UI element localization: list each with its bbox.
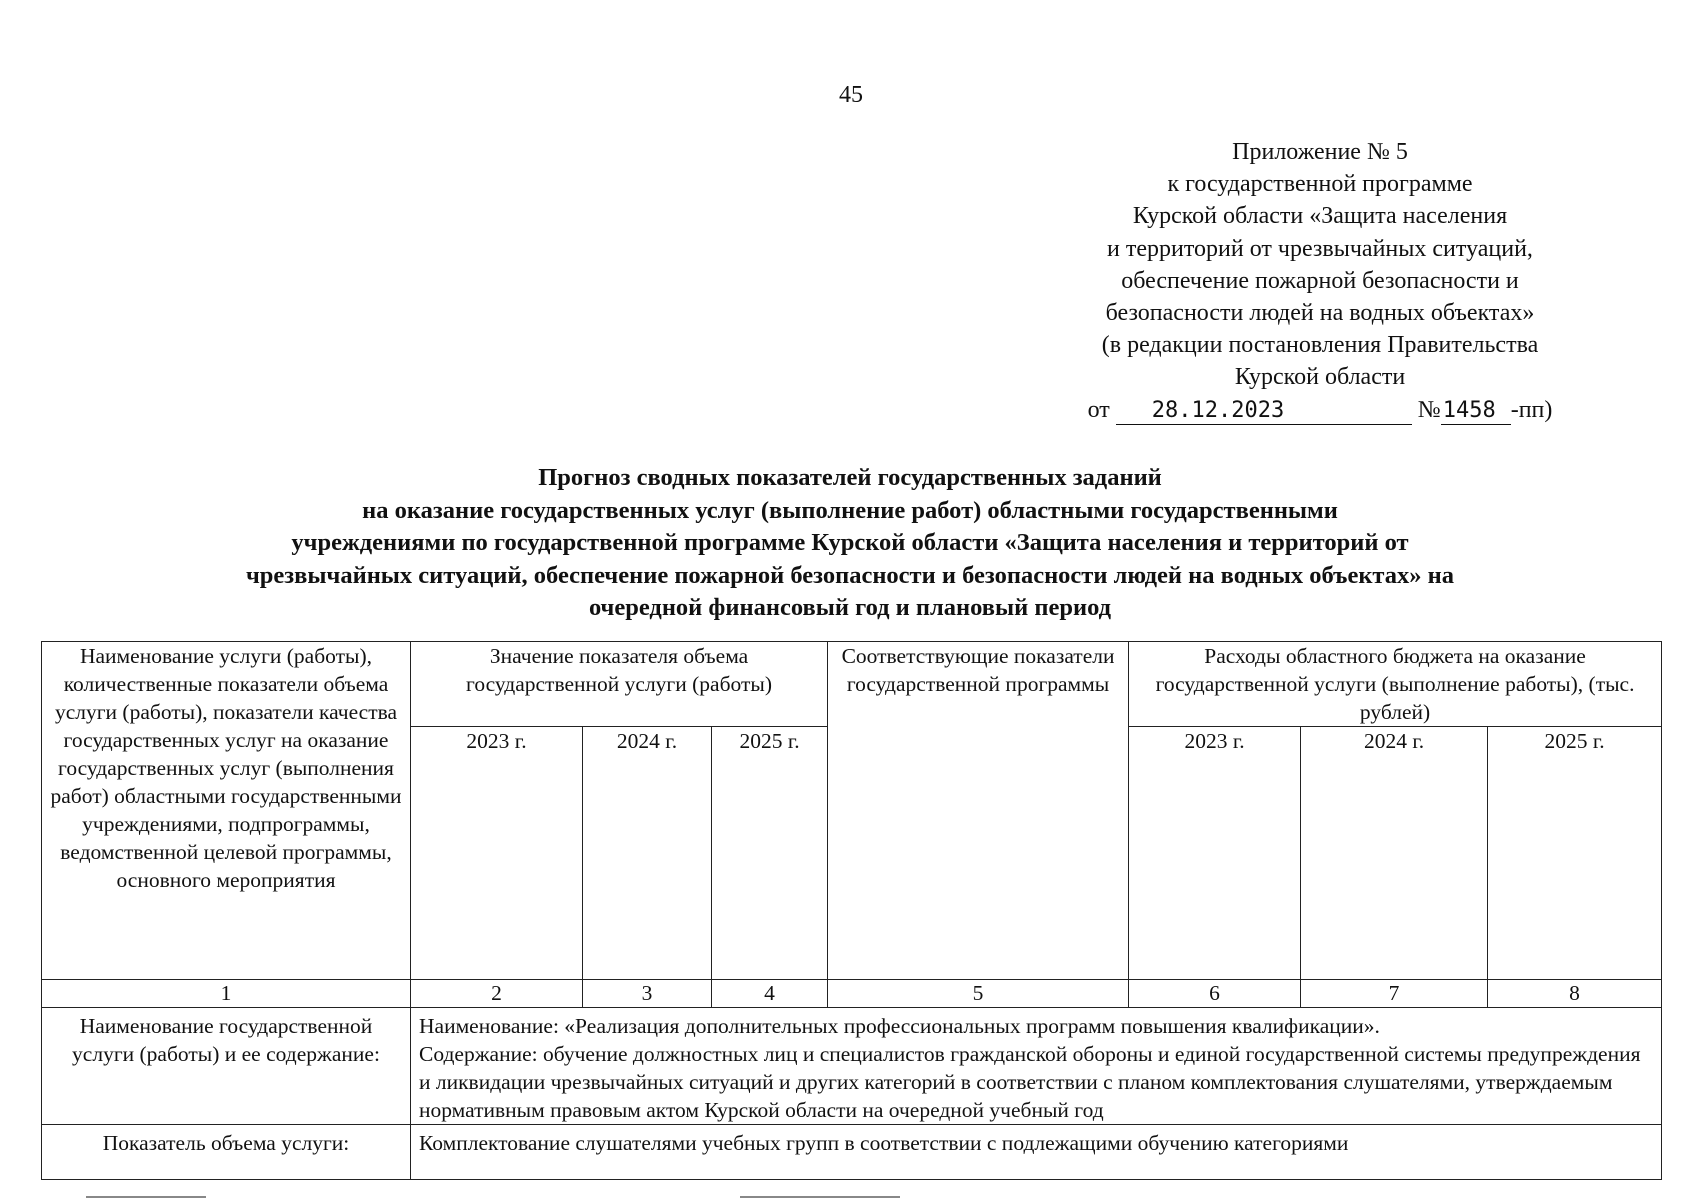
header-year-expense-2023: 2023 г. <box>1129 727 1301 980</box>
column-number: 3 <box>583 980 712 1008</box>
row-content <box>411 1125 1662 1180</box>
document-title <box>90 462 1610 625</box>
column-number-row <box>42 980 1662 1008</box>
order-number: 1458 <box>1441 398 1511 425</box>
order-suffix: -пп) <box>1510 396 1553 423</box>
column-number: 2 <box>411 980 583 1008</box>
column-number: 7 <box>1301 980 1488 1008</box>
header-year-expense-2024: 2024 г. <box>1301 727 1488 980</box>
appendix-line: Приложение № 5 <box>1232 139 1408 165</box>
appendix-line: безопасности людей на водных объектах» <box>1105 300 1535 327</box>
order-reference <box>1020 394 1620 426</box>
scan-edge-line <box>740 1196 900 1198</box>
header-service-name: Наименование услуги (работы), количественные показатели объема услуги (работы), показатели качества государственных услуг на оказание государственных услуг (выполнения работ) областными государственными учреждениями, подпрограммы, ведомственной целевой программы, основного мероприятия <box>42 642 411 980</box>
title-line: очередной финансовый год и плановый период <box>588 594 1112 621</box>
header-budget-expenses: Расходы областного бюджета на оказание государственной услуги (выполнение работы), (тыс. рублей) <box>1129 642 1662 727</box>
title-line: чрезвычайных ситуаций, обеспечение пожарной безопасности и безопасности людей на водных объектах» на <box>245 561 1455 589</box>
appendix-line: Курской области <box>1234 364 1406 391</box>
appendix-block <box>1020 136 1620 426</box>
from-label: от <box>1087 396 1110 423</box>
service-name-text: Наименование: «Реализация дополнительных профессиональных программ повышения квалификации». <box>419 1014 1380 1038</box>
row-label: Показатель объема услуги: <box>42 1125 411 1180</box>
scan-edge-line <box>86 1196 206 1198</box>
title-line: учреждениями по государственной программе Курской области «Защита населения и территорий от <box>291 529 1409 556</box>
table-row <box>42 1008 1662 1125</box>
appendix-line: Курской области «Защита населения <box>1132 203 1508 230</box>
row-content <box>411 1008 1662 1125</box>
column-number: 1 <box>42 980 411 1008</box>
forecast-table <box>41 641 1662 1180</box>
appendix-line: к государственной программе <box>1167 171 1473 198</box>
header-year-volume-2024: 2024 г. <box>583 727 712 980</box>
column-number: 6 <box>1129 980 1301 1008</box>
appendix-line: (в редакции постановления Правительства <box>1101 332 1539 359</box>
header-year-expense-2025: 2025 г. <box>1488 727 1662 980</box>
number-label: № <box>1417 396 1441 423</box>
appendix-line: обеспечение пожарной безопасности и <box>1121 267 1519 294</box>
column-number: 8 <box>1488 980 1662 1008</box>
volume-indicator-text: Комплектование слушателями учебных групп в соответствии с подлежащими обучению категориями <box>419 1131 1349 1155</box>
title-line: Прогноз сводных показателей государственных заданий <box>538 464 1162 491</box>
order-date: 28.12.2023 <box>1116 398 1412 425</box>
title-line: на оказание государственных услуг (выполнение работ) областными государственными <box>362 496 1338 524</box>
column-number: 4 <box>712 980 828 1008</box>
header-volume-value: Значение показателя объема государственной услуги (работы) <box>411 642 828 727</box>
column-number: 5 <box>828 980 1129 1008</box>
row-label: Наименование государственной услуги (работы) и ее содержание: <box>42 1008 411 1125</box>
header-program-indicators: Соответствующие показатели государственной программы <box>828 642 1129 980</box>
header-year-volume-2023: 2023 г. <box>411 727 583 980</box>
appendix-line: и территорий от чрезвычайных ситуаций, <box>1107 235 1533 262</box>
page-number: 45 <box>839 82 863 108</box>
service-content-text: Содержание: обучение должностных лиц и специалистов гражданской обороны и единой государственной системы предупреждения и ликвидации чрезвычайных ситуаций и других категорий в соответствии с планом комплектования слушателями, утверждаемым нормативным правовым актом Курской области на очередной учебный год <box>419 1042 1641 1122</box>
header-year-volume-2025: 2025 г. <box>712 727 828 980</box>
table-row <box>42 1125 1662 1180</box>
